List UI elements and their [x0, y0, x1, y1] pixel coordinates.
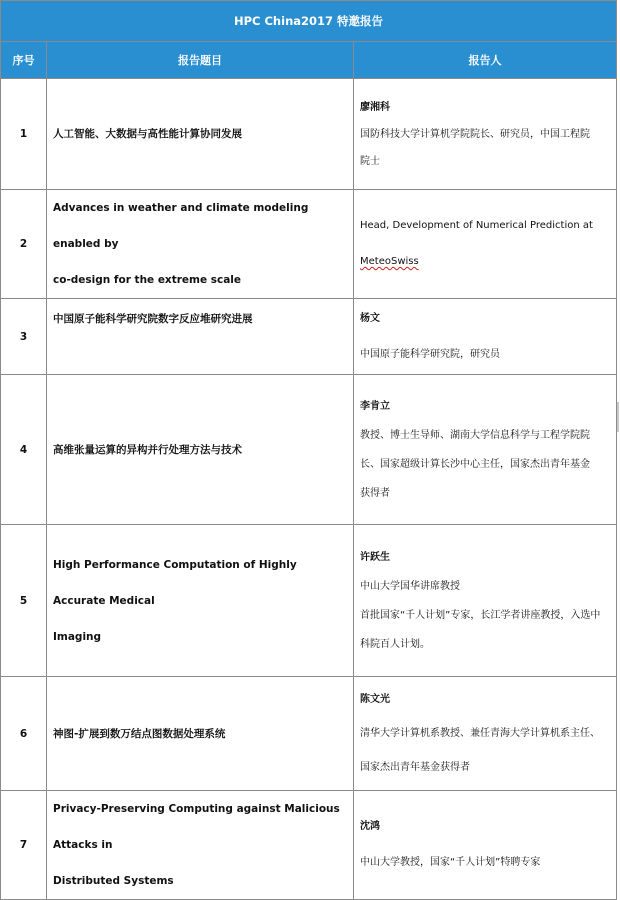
topic-line: High Performance Computation of Highly Accurate Medical: [53, 558, 297, 607]
speaker-line: 中山大学教授，国家“千人计划”特聘专家: [360, 857, 541, 868]
row-speaker: [354, 525, 617, 677]
row-speaker: [354, 677, 617, 791]
row-num: 3: [1, 299, 47, 375]
topic-line: Privacy-Preserving Computing against Malicious Attacks in: [53, 803, 340, 851]
spellcheck-underline: MeteoSwiss: [360, 256, 419, 267]
speaker-name: 沈鸿: [360, 821, 380, 832]
row-speaker: [354, 791, 617, 900]
speaker-line-marked: [360, 244, 612, 280]
row-topic: [47, 79, 354, 190]
topic-line: Distributed Systems: [53, 875, 174, 887]
table-title: HPC China2017 特邀报告: [1, 1, 617, 42]
speaker-line: Head, Development of Numerical Prediction at: [360, 220, 593, 231]
speaker-line: 教授、博士生导师、湖南大学信息科学与工程学院院: [360, 429, 590, 441]
speaker-line: 国防科技大学计算机学院院长、研究员，中国工程院: [360, 128, 590, 140]
table-row: [1, 79, 617, 190]
speaker-name: 杨文: [360, 312, 380, 324]
header-speaker: 报告人: [354, 42, 617, 79]
speaker-name: 李肯立: [360, 400, 390, 412]
speaker-line: 清华大学计算机系教授、兼任青海大学计算机系主任、: [360, 727, 600, 739]
row-topic: [47, 525, 354, 677]
row-num: 4: [1, 375, 47, 525]
speaker-line: 首批国家“千人计划”专家，长江学者讲座教授，入选中: [360, 609, 601, 621]
row-num: 1: [1, 79, 47, 190]
row-speaker: [354, 79, 617, 190]
row-num: 2: [1, 190, 47, 299]
header-row: [1, 42, 617, 79]
row-num: 6: [1, 677, 47, 791]
speaker-line: 院士: [360, 155, 380, 167]
table-row: [1, 299, 617, 375]
scroll-indicator: [617, 402, 619, 432]
speaker-line: 国家杰出青年基金获得者: [360, 761, 470, 773]
speaker-line: 获得者: [360, 487, 390, 499]
topic-line: Imaging: [53, 630, 102, 643]
row-topic: [47, 677, 354, 791]
speaker-line: 中山大学国华讲席教授: [360, 580, 460, 592]
table-row: [1, 791, 617, 900]
speaker-line: 科院百人计划。: [360, 638, 430, 650]
row-speaker: [354, 299, 617, 375]
speaker-line: 中国原子能科学研究院，研究员: [360, 348, 500, 360]
row-speaker: [354, 190, 617, 299]
table-row: [1, 525, 617, 677]
speaker-line: 长、国家超级计算长沙中心主任，国家杰出青年基金: [360, 458, 590, 470]
row-topic: [47, 190, 354, 299]
speaker-name: 许跃生: [360, 551, 390, 563]
header-num: 序号: [1, 42, 47, 79]
table-row: [1, 375, 617, 525]
table-row: [1, 677, 617, 791]
topic-line: 中国原子能科学研究院数字反应堆研究进展: [53, 313, 253, 325]
row-num: 5: [1, 525, 47, 677]
table-row: [1, 190, 617, 299]
row-topic: [47, 375, 354, 525]
speaker-name: 陈文光: [360, 693, 390, 705]
topic-line: 人工智能、大数据与高性能计算协同发展: [53, 128, 242, 140]
topic-line: 神图-扩展到数万结点图数据处理系统: [53, 727, 226, 740]
row-topic: [47, 299, 354, 375]
header-topic: 报告题目: [47, 42, 354, 79]
speaker-name: 廖湘科: [360, 101, 390, 113]
topic-line: Advances in weather and climate modeling enabled by: [53, 202, 309, 250]
topic-line: 高维张量运算的异构并行处理方法与技术: [53, 443, 242, 456]
row-topic: [47, 791, 354, 900]
topic-line: co-design for the extreme scale: [53, 274, 242, 286]
row-num: 7: [1, 791, 47, 900]
row-speaker: [354, 375, 617, 525]
